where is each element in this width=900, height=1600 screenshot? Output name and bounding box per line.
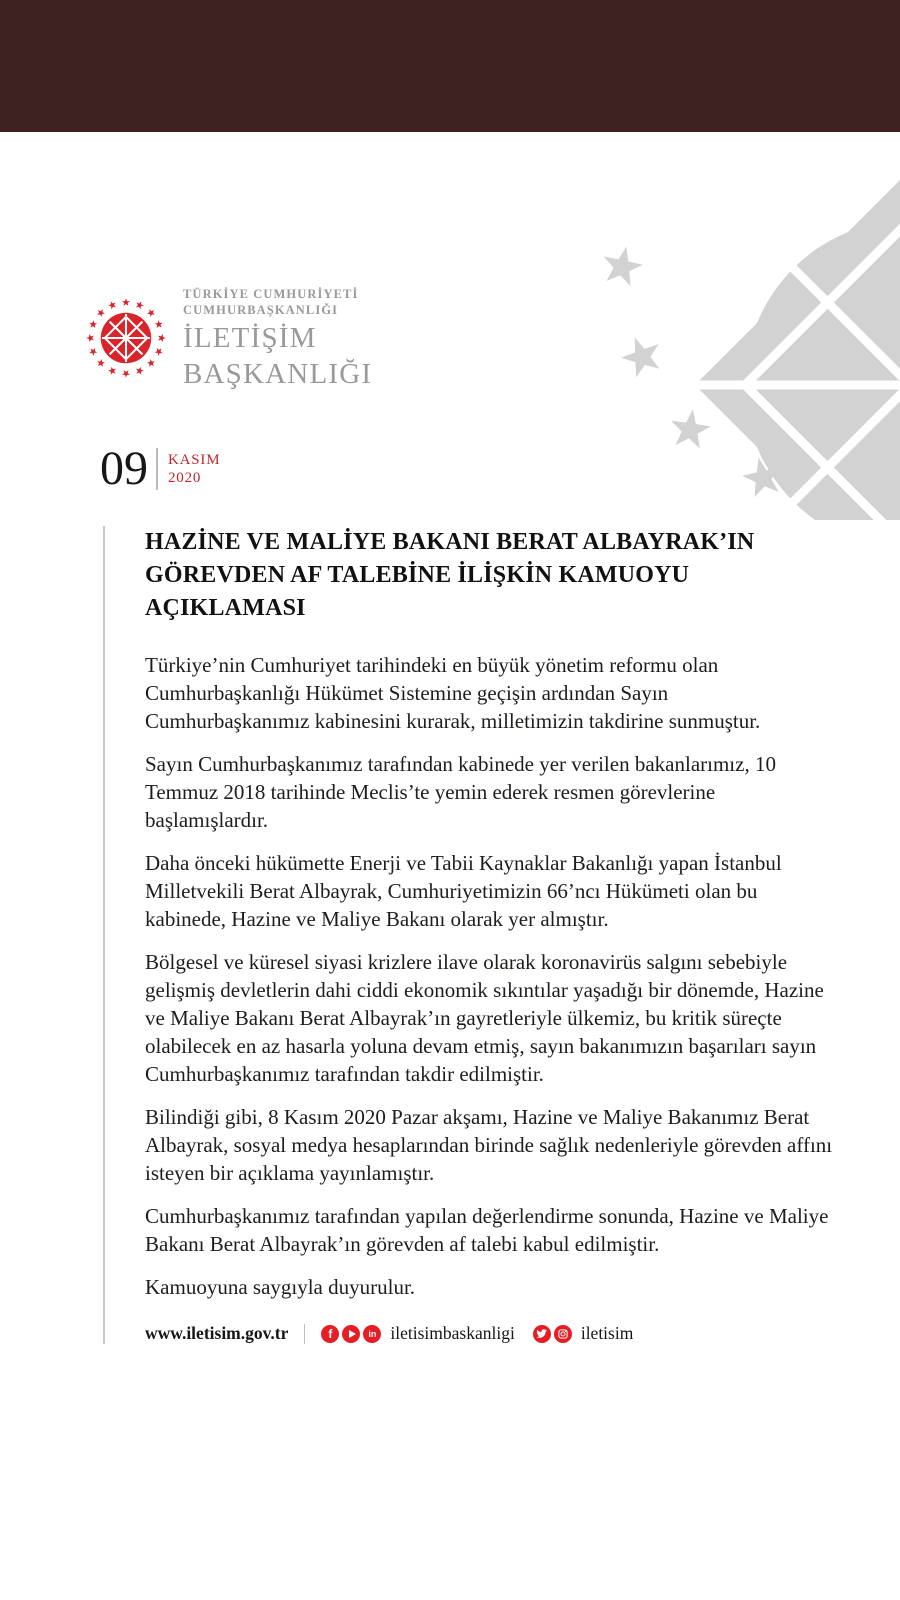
- presidency-emblem-logo: [85, 295, 167, 381]
- paragraph-5: Bilindiği gibi, 8 Kasım 2020 Pazar akşamı, Hazine ve Maliye Bakanımız Berat Albayrak, sosyal medya hesaplarından birinde sağlık nedenleriyle görevden affını isteyen bir açıklama yayınlamıştır.: [145, 1105, 833, 1185]
- social-handle-main[interactable]: iletisimbaskanligi: [390, 1323, 515, 1343]
- date-divider: [156, 448, 158, 490]
- document-title-line2: GÖREVDEN AF TALEBİNE İLİŞKİN KAMUOYU AÇIKLAMASI: [145, 562, 690, 621]
- linkedin-icon[interactable]: in: [363, 1325, 381, 1343]
- emblem-watermark: [580, 175, 900, 520]
- paragraph-1: Türkiye’nin Cumhuriyet tarihindeki en büyük yönetim reformu olan Cumhurbaşkanlığı Hükümet Sistemine geçişin ardından Sayın Cumhurbaşkanımız kabinesini kurarak, milletimizin takdirine sunmuştur.: [145, 653, 761, 733]
- header-bar: [0, 0, 900, 132]
- brand-block: [85, 286, 372, 390]
- paragraph-4: Bölgesel ve küresel siyasi krizlere ilave olarak koronavirüs salgını sebebiyle gelişmiş devletlerin dahi ciddi ekonomik sıkıntılar yaşadığı bir dönemde, Hazine ve Maliye Bakanı Berat Albayrak’ın gayretleriyle ülkemiz, bu kritik süreçte olabilecek en az hasarla yoluna devam etmiş, sayın bakanımızın başarıları sayın Cumhurbaşkanımız tarafından takdir edilmiştir.: [145, 950, 824, 1086]
- date-month: KASIM: [168, 452, 221, 468]
- brand-line-2: CUMHURBAŞKANLIĞI: [183, 303, 339, 317]
- date-day: 09: [100, 442, 148, 495]
- instagram-icon[interactable]: [554, 1325, 572, 1343]
- document-body: [103, 526, 837, 1344]
- twitter-icon[interactable]: [533, 1325, 551, 1343]
- social-group-1: [321, 1323, 514, 1344]
- website-link[interactable]: www.iletisim.gov.tr: [145, 1323, 289, 1343]
- paragraph-3: Daha önceki hükümette Enerji ve Tabii Kaynaklar Bakanlığı yapan İstanbul Milletvekili Berat Albayrak, Cumhuriyetimizin 66’ncı Hükümeti olan bu kabinede, Hazine ve Maliye Bakanı olarak yer almıştır.: [145, 851, 782, 931]
- social-group-2: [533, 1323, 634, 1344]
- brand-line-1: TÜRKİYE CUMHURİYETİ: [183, 287, 359, 301]
- footer-divider: [304, 1324, 305, 1344]
- date-block: [100, 444, 220, 494]
- paragraph-7: Kamuoyuna saygıyla duyurulur.: [145, 1275, 416, 1299]
- social-handle-secondary[interactable]: iletisim: [580, 1323, 634, 1343]
- youtube-icon[interactable]: [342, 1325, 360, 1343]
- footer: [145, 1323, 837, 1344]
- brand-wordmark: [183, 286, 372, 390]
- date-year: 2020: [168, 470, 202, 486]
- brand-line-3: İLETİŞİM: [183, 322, 317, 354]
- paragraph-6: Cumhurbaşkanımız tarafından yapılan değerlendirme sonunda, Hazine ve Maliye Bakanı Berat Albayrak’ın görevden af talebi kabul edilmiştir.: [145, 1204, 829, 1256]
- brand-line-4: BAŞKANLIĞI: [183, 358, 373, 390]
- document-title-line1: HAZİNE VE MALİYE BAKANI BERAT ALBAYRAK’IN: [145, 529, 755, 555]
- paragraph-2: Sayın Cumhurbaşkanımız tarafından kabinede yer verilen bakanlarımız, 10 Temmuz 2018 tarihinde Meclis’te yemin ederek resmen görevlerine başlamışlardır.: [145, 752, 776, 832]
- document-title: [145, 526, 837, 625]
- facebook-icon[interactable]: f: [321, 1325, 339, 1343]
